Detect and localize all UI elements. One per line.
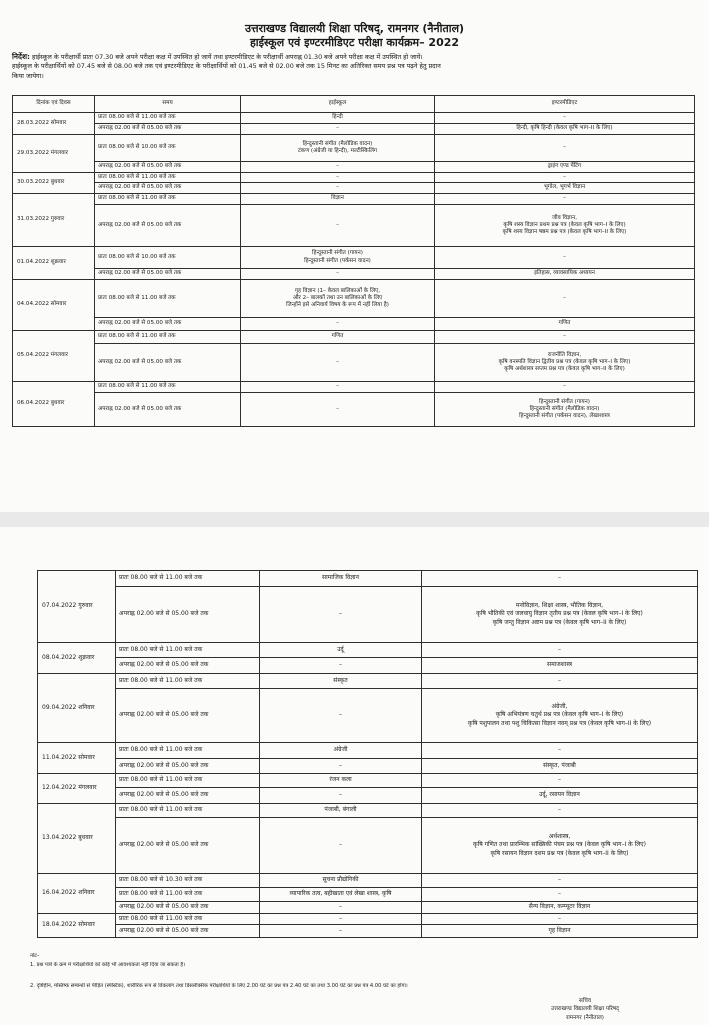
time-slot: प्रातः 08.00 बजे से 11.00 बजे तक [95, 382, 241, 393]
highschool-subject: – [241, 205, 435, 247]
time-slot: अपराह्न 02.00 बजे से 05.00 बजे तक [116, 925, 260, 938]
highschool-subject: रंजन कला [260, 774, 422, 788]
highschool-subject: सामाजिक विज्ञान [260, 571, 422, 587]
time-slot: अपराह्न 02.00 बजे से 05.00 बजे तक [116, 902, 260, 914]
highschool-subject: – [241, 173, 435, 183]
exam-schedule-title: हाईस्कूल एवं इण्टरमीडिएट परीक्षा कार्यक्रम– 2022 [249, 36, 460, 49]
time-slot: प्रातः 08.00 बजे से 11.00 बजे तक [116, 674, 260, 689]
notes-heading: नोट– [30, 953, 40, 959]
time-slot: अपराह्न 02.00 बजे से 05.00 बजे तक [95, 124, 241, 135]
intermediate-subject: गणित [435, 318, 695, 331]
signature-place: रामनगर (नैनीताल) [566, 1014, 604, 1021]
time-slot: प्रातः 08.00 बजे से 10.00 बजे तक [95, 135, 241, 162]
instruction-line-3: किया जायेगा। [12, 71, 44, 80]
intermediate-subject: – [422, 571, 698, 587]
subject-line: कृषि शस्य विज्ञान प्रथम प्रश्न पत्र (केवल कृषि भाग–I के लिए) [503, 221, 626, 228]
highschool-subject: – [260, 818, 422, 874]
intermediate-subject: संस्कृत, पंजाबी [422, 759, 698, 774]
date-cell: 13.04.2022 बुधवार [38, 804, 116, 874]
subject-line: टंकण (अंग्रेजी या हिन्दी), मल्टीस्किलिंग [297, 148, 378, 154]
time-slot: प्रातः 08.00 बजे से 11.00 बजे तक [95, 280, 241, 318]
schedule-table-page-2 [37, 570, 698, 938]
highschool-subject: सूचना प्रौद्योगिकी [260, 874, 422, 888]
highschool-subject [241, 135, 435, 162]
intermediate-subject: – [422, 774, 698, 788]
time-slot: अपराह्न 02.00 बजे से 05.00 बजे तक [95, 205, 241, 247]
instruction-line-1: हाईस्कूल के परीक्षार्थी प्रातः 07.30 बजे अपने परीक्षा कक्ष में उपस्थित हो जायें तथा इण्टरमीडिएट के परीक्षार्थी अपराह्न 01.30 बजे अपने परीक्षा कक्ष में उपस्थित हो जायें। [31, 53, 423, 61]
intermediate-subject: – [435, 382, 695, 393]
date-cell: 01.04.2022 शुक्रवार [13, 247, 95, 280]
schedule-table-page-1 [12, 95, 695, 427]
highschool-subject: – [241, 183, 435, 194]
time-slot: प्रातः 08.00 बजे से 11.00 बजे तक [116, 914, 260, 925]
intermediate-subject [422, 689, 698, 743]
highschool-subject: – [241, 393, 435, 427]
subject-line: और 2– बालकों तथा उन बालिकाओं के लिए [292, 294, 383, 301]
signature-title: सचिव [579, 998, 591, 1004]
highschool-subject: व्यापारिक तत्व, बहीखाता एवं लेखा शास्त्र, कृषि [260, 888, 422, 902]
date-cell: 06.04.2022 बुधवार [13, 382, 95, 427]
time-slot: प्रातः 08.00 बजे से 11.00 बजे तक [116, 774, 260, 788]
intermediate-subject: उर्दू, रसायन विज्ञान [422, 788, 698, 804]
highschool-subject: – [260, 759, 422, 774]
date-cell: 29.03.2022 मंगलवार [13, 135, 95, 173]
subject-line: कृषि शस्य विज्ञान षष्ठम प्रश्न पत्र (केवल कृषि भाग–II के लिए) [502, 229, 627, 236]
date-cell: 07.04.2022 गुरुवार [38, 571, 116, 643]
subject-line: अंग्रेजी, [551, 702, 568, 710]
time-slot: प्रातः 08.00 बजे से 11.00 बजे तक [116, 643, 260, 658]
time-slot: अपराह्न 02.00 बजे से 05.00 बजे तक [116, 818, 260, 874]
subject-line: कृषि गणित तथा प्रारम्भिक सांख्यिकी पंचम प्रश्न पत्र (केवल कृषि भाग–I के लिए) [473, 841, 646, 849]
highschool-subject: उर्दू [260, 643, 422, 658]
header-time: समय [95, 96, 241, 113]
time-slot: प्रातः 08.00 बजे से 10.00 बजे तक [95, 247, 241, 269]
highschool-subject: – [260, 788, 422, 804]
highschool-subject: विज्ञान [241, 194, 435, 205]
time-slot: अपराह्न 02.00 बजे से 05.00 बजे तक [95, 162, 241, 173]
date-cell: 16.04.2022 शनिवार [38, 874, 116, 914]
instruction-line-2: हाईस्कूल के परीक्षार्थियों को 07.45 बजे से 08.00 बजे तक एवं इण्टरमीडिएट के परीक्षार्थियों को 01.45 बजे से 02.00 बजे तक 15 मिनट का अतिरिक्त समय प्रश्न पत्र पढ़ने हेतु प्रदान [12, 62, 441, 71]
intermediate-subject: गृह विज्ञान [422, 925, 698, 938]
subject-line: गृह विज्ञान (1– केवल बालिकाओं के लिए, [295, 287, 380, 294]
signature-org: उत्तराखण्ड विद्यालयी शिक्षा परिषद् [550, 1006, 620, 1013]
highschool-subject: – [260, 925, 422, 938]
subject-line: हिन्दुस्तानी संगीत (पर्कसन वादन), लेखाशास्त्र [519, 413, 610, 420]
intermediate-subject: – [435, 113, 695, 124]
intermediate-subject: – [422, 874, 698, 888]
intermediate-subject: – [435, 194, 695, 205]
board-title: उत्तराखण्ड विद्यालयी शिक्षा परिषद्, रामनगर (नैनीताल) [244, 22, 465, 35]
highschool-subject [241, 247, 435, 269]
intermediate-subject: – [422, 888, 698, 902]
time-slot: प्रातः 08.00 बजे से 10.30 बजे तक [116, 874, 260, 888]
highschool-subject: – [260, 902, 422, 914]
time-slot: प्रातः 08.00 बजे से 11.00 बजे तक [95, 194, 241, 205]
date-cell: 11.04.2022 सोमवार [38, 743, 116, 774]
time-slot: प्रातः 08.00 बजे से 11.00 बजे तक [95, 113, 241, 124]
date-cell: 28.03.2022 सोमवार [13, 113, 95, 135]
highschool-subject: – [241, 269, 435, 280]
subject-line: कृषि रसायन विज्ञान दशम प्रश्न पत्र (केवल कृषि भाग–II के लिए) [490, 849, 629, 857]
subject-line: जिन्होंने इसे अनिवार्य विषय के रूप में नहीं लिया है) [286, 302, 389, 309]
intermediate-subject [435, 205, 695, 247]
time-slot: प्रातः 08.00 बजे से 11.00 बजे तक [95, 331, 241, 344]
note-1: 1. प्रश्न पत्रों के क्रम में परीक्षार्थियों को कोई भी आवश्यकता नहीं दिया जा सकता है। [30, 962, 186, 968]
intermediate-subject: – [435, 280, 695, 318]
intermediate-subject: – [422, 914, 698, 925]
intermediate-subject: सैन्य विज्ञान, कम्प्यूटर विज्ञान [422, 902, 698, 914]
intermediate-subject [422, 818, 698, 874]
intermediate-subject: समाजशास्त्र [422, 658, 698, 674]
intermediate-subject [422, 587, 698, 643]
instructions-label: निर्देश: [12, 52, 30, 61]
intermediate-subject: – [435, 173, 695, 183]
signature-block [505, 997, 665, 1022]
subject-line: कृषि अर्थशास्त्र सप्तम प्रश्न पत्र (केवल कृषि भाग–II के लिए) [504, 366, 625, 373]
subject-line: कृषि जन्तु विज्ञान अष्टम प्रश्न पत्र (केवल कृषि भाग–II के लिए) [492, 618, 627, 626]
intermediate-subject: – [422, 643, 698, 658]
subject-line: कृषि भौतिकी एवं जलवायु विज्ञान तृतीय प्रश्न पत्र (केवल कृषि भाग–I के लिए) [476, 610, 643, 618]
time-slot: अपराह्न 02.00 बजे से 05.00 बजे तक [116, 689, 260, 743]
time-slot: अपराह्न 02.00 बजे से 05.00 बजे तक [95, 269, 241, 280]
subject-line: हिन्दुस्तानी संगीत (मैलोडिक वादन) [302, 140, 373, 147]
highschool-subject: गणित [241, 331, 435, 344]
highschool-subject: – [241, 318, 435, 331]
time-slot: प्रातः 08.00 बजे से 11.00 बजे तक [116, 743, 260, 759]
intermediate-subject: – [422, 743, 698, 759]
header-date: दिनांक एवं दिवस [13, 96, 95, 113]
intermediate-subject: ड्राइंग एण्ड पेंटिंग [435, 162, 695, 173]
intermediate-subject: इतिहास, व्यावसायिक अध्ययन [435, 269, 695, 280]
time-slot: अपराह्न 02.00 बजे से 05.00 बजे तक [95, 393, 241, 427]
highschool-subject: – [241, 162, 435, 173]
highschool-subject: – [241, 382, 435, 393]
time-slot: अपराह्न 02.00 बजे से 05.00 बजे तक [116, 587, 260, 643]
intermediate-subject [435, 393, 695, 427]
subject-line: हिन्दुस्तानी संगीत (गायन) [312, 250, 363, 257]
time-slot: प्रातः 08.00 बजे से 11.00 बजे तक [116, 571, 260, 587]
subject-line: कृषि वनस्पति विज्ञान द्वितीय प्रश्न पत्र (केवल कृषि भाग–I के लिए) [498, 358, 631, 365]
date-cell: 30.03.2022 बुधवार [13, 173, 95, 194]
instructions [0, 50, 709, 81]
time-slot: अपराह्न 02.00 बजे से 05.00 बजे तक [116, 759, 260, 774]
subject-line: हिन्दुस्तानी संगीत (मैलोडिक वादन) [529, 405, 600, 412]
intermediate-subject: – [422, 804, 698, 818]
intermediate-subject: – [435, 331, 695, 344]
time-slot: अपराह्न 02.00 बजे से 05.00 बजे तक [116, 658, 260, 674]
subject-line: कृषि पशुपालन तथा पशु चिकित्सा विज्ञान नवम् प्रश्न पत्र (केवल कृषि भाग–II के लिए) [467, 719, 652, 727]
subject-line: अर्थशास्त्र, [548, 832, 571, 840]
date-cell: 04.04.2022 सोमवार [13, 280, 95, 331]
scan-page-2 [0, 527, 709, 1025]
highschool-subject: संस्कृत [260, 674, 422, 689]
highschool-subject [241, 280, 435, 318]
highschool-subject: – [241, 124, 435, 135]
intermediate-subject: भूगोल, भूगर्भ विज्ञान [435, 183, 695, 194]
highschool-subject: पंजाबी, बंगाली [260, 804, 422, 818]
date-cell: 09.04.2022 शनिवार [38, 674, 116, 743]
highschool-subject: अंग्रेजी [260, 743, 422, 759]
time-slot: प्रातः 08.00 बजे से 11.00 बजे तक [116, 804, 260, 818]
intermediate-subject: – [435, 135, 695, 162]
highschool-subject: – [260, 689, 422, 743]
highschool-subject: हिन्दी [241, 113, 435, 124]
time-slot: अपराह्न 02.00 बजे से 05.00 बजे तक [95, 183, 241, 194]
date-cell: 31.03.2022 गुरुवार [13, 194, 95, 247]
time-slot: प्रातः 08.00 बजे से 11.00 बजे तक [95, 173, 241, 183]
subject-line: जीव विज्ञान, [552, 214, 577, 221]
highschool-subject: – [260, 914, 422, 925]
date-cell: 12.04.2022 मंगलवार [38, 774, 116, 804]
highschool-subject: – [260, 587, 422, 643]
time-slot: अपराह्न 02.00 बजे से 05.00 बजे तक [95, 318, 241, 331]
intermediate-subject: – [435, 247, 695, 269]
time-slot: अपराह्न 02.00 बजे से 05.00 बजे तक [95, 344, 241, 382]
intermediate-subject: हिन्दी, कृषि हिन्दी (केवल कृषि भाग–II के लिए) [435, 124, 695, 135]
subject-line: कृषि अभियंत्रण चतुर्थ प्रश्न पत्र (केवल कृषि भाग–I के लिए) [495, 711, 624, 719]
scan-page-1 [0, 0, 709, 512]
header-intermediate: इण्टरमीडिएट [435, 96, 695, 113]
intermediate-subject: – [422, 674, 698, 689]
subject-line: हिन्दुस्तानी संगीत (पर्कसन वादन) [304, 257, 371, 264]
time-slot: प्रातः 08.00 बजे से 11.00 बजे तक [116, 888, 260, 902]
highschool-subject: – [260, 658, 422, 674]
header-highschool: हाईस्कूल [241, 96, 435, 113]
date-cell: 18.04.2022 सोमवार [38, 914, 116, 938]
subject-line: मनोविज्ञान, शिक्षा शास्त्र, भौतिक विज्ञान, [515, 601, 604, 609]
subject-line: हिन्दुस्तानी संगीत (गायन) [539, 398, 590, 405]
date-cell: 08.04.2022 शुक्रवार [38, 643, 116, 674]
note-2: 2. दृष्टिहीन, मस्तिष्क सम्बन्धी से पीड़ित (स्पेस्टिक), शारीरिक रूप से विकलांग तथा डिसलेक्सिक परीक्षार्थियों के लिए 2.00 घंटे का प्रश्न पत्र 2.40 घंटे का तथा 3.00 घंटे का प्रश्न पत्र 4.00 घंटे का होगा। [30, 983, 408, 989]
subject-line: राजनीति विज्ञान, [547, 351, 582, 358]
time-slot: अपराह्न 02.00 बजे से 05.00 बजे तक [116, 788, 260, 804]
intermediate-subject [435, 344, 695, 382]
highschool-subject: – [241, 344, 435, 382]
date-cell: 05.04.2022 मंगलवार [13, 331, 95, 382]
